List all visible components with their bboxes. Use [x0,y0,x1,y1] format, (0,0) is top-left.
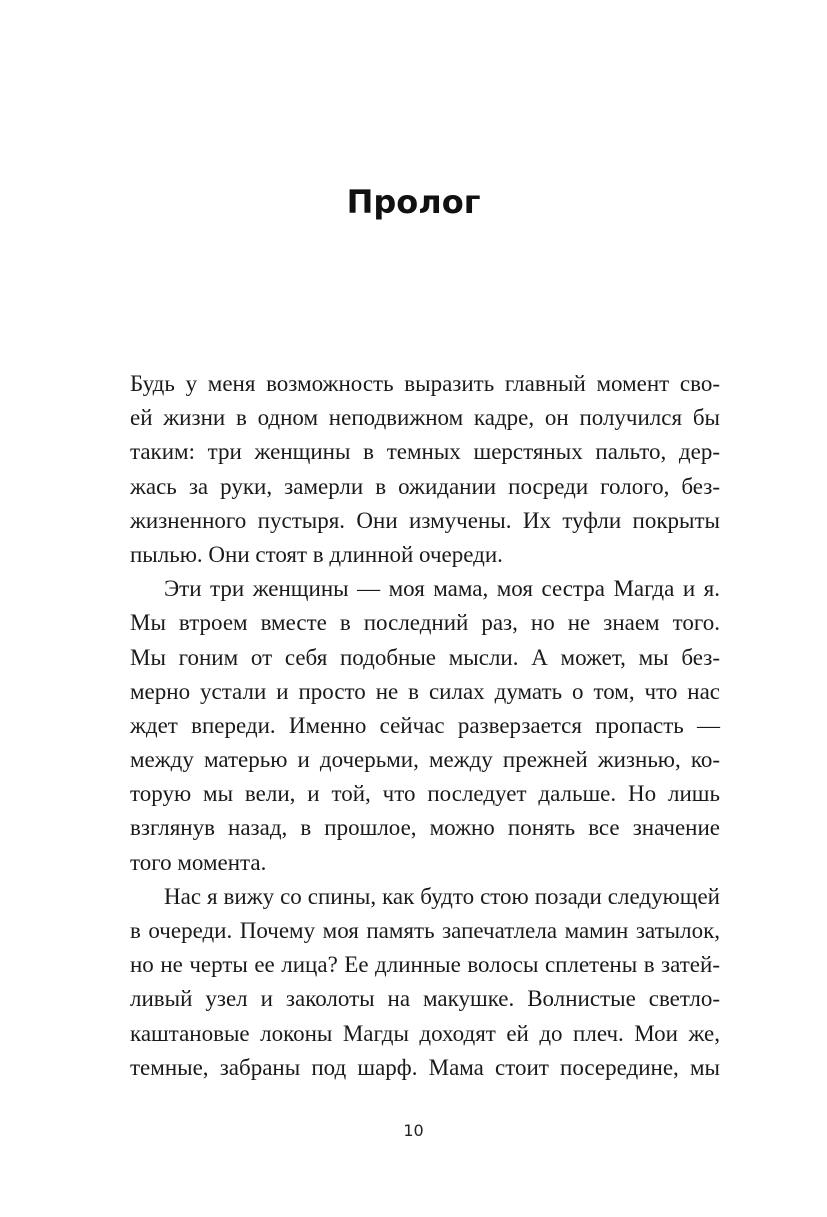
text-line: взглянув назад, в прошлое, можно понять все значение [130,815,720,841]
text-line: между матерью и дочерьми, между прежней жизнью, ко- [130,747,720,773]
text-line: ей жизни в одном неподвижном кадре, он получился бы [130,405,720,431]
text-line: но не черты ее лица? Ее длинные волосы сплетены в затей- [130,952,720,978]
text-line: Мы гоним от себя подобные мысли. А может, мы без- [130,644,720,670]
text-line: пылью. Они стоят в длинной очереди. [130,541,503,567]
text-line: Будь у меня возможность выразить главный момент сво- [130,371,720,396]
text-line: в очереди. Почему моя память запечатлела мамин затылок, [130,918,720,943]
text-line: каштановые локоны Магды доходят ей до плеч. Мои же, [130,1020,720,1046]
text-line: таким: три женщины в темных шерстяных пальто, дер- [130,439,720,465]
text-line: того момента. [130,849,267,875]
text-line: Эти три женщины — моя мама, моя сестра Магда и я. [164,576,720,602]
text-line: жась за руки, замерли в ожидании посреди голого, без- [130,473,720,499]
chapter-title: Пролог [346,183,481,221]
text-line: ждет впереди. Именно сейчас разверзается пропасть — [130,712,720,738]
body-text [130,367,720,1085]
text-line: торую мы вели, и той, что последует дальше. Но лишь [130,781,720,807]
text-line: темные, забраны под шарф. Мама стоит посередине, мы [130,1054,720,1080]
text-line: Мы втроем вместе в последний раз, но не знаем того. [130,610,720,636]
text-line: ливый узел и заколоты на макушке. Волнистые светло- [130,986,720,1012]
text-line: Нас я вижу со спины, как будто стою позади следующей [164,883,720,909]
text-line: мерно устали и просто не в силах думать о том, что нас [130,678,720,704]
page-number: 10 [403,1121,424,1140]
text-line: жизненного пустыря. Они измучены. Их туфли покрыты [130,507,720,533]
